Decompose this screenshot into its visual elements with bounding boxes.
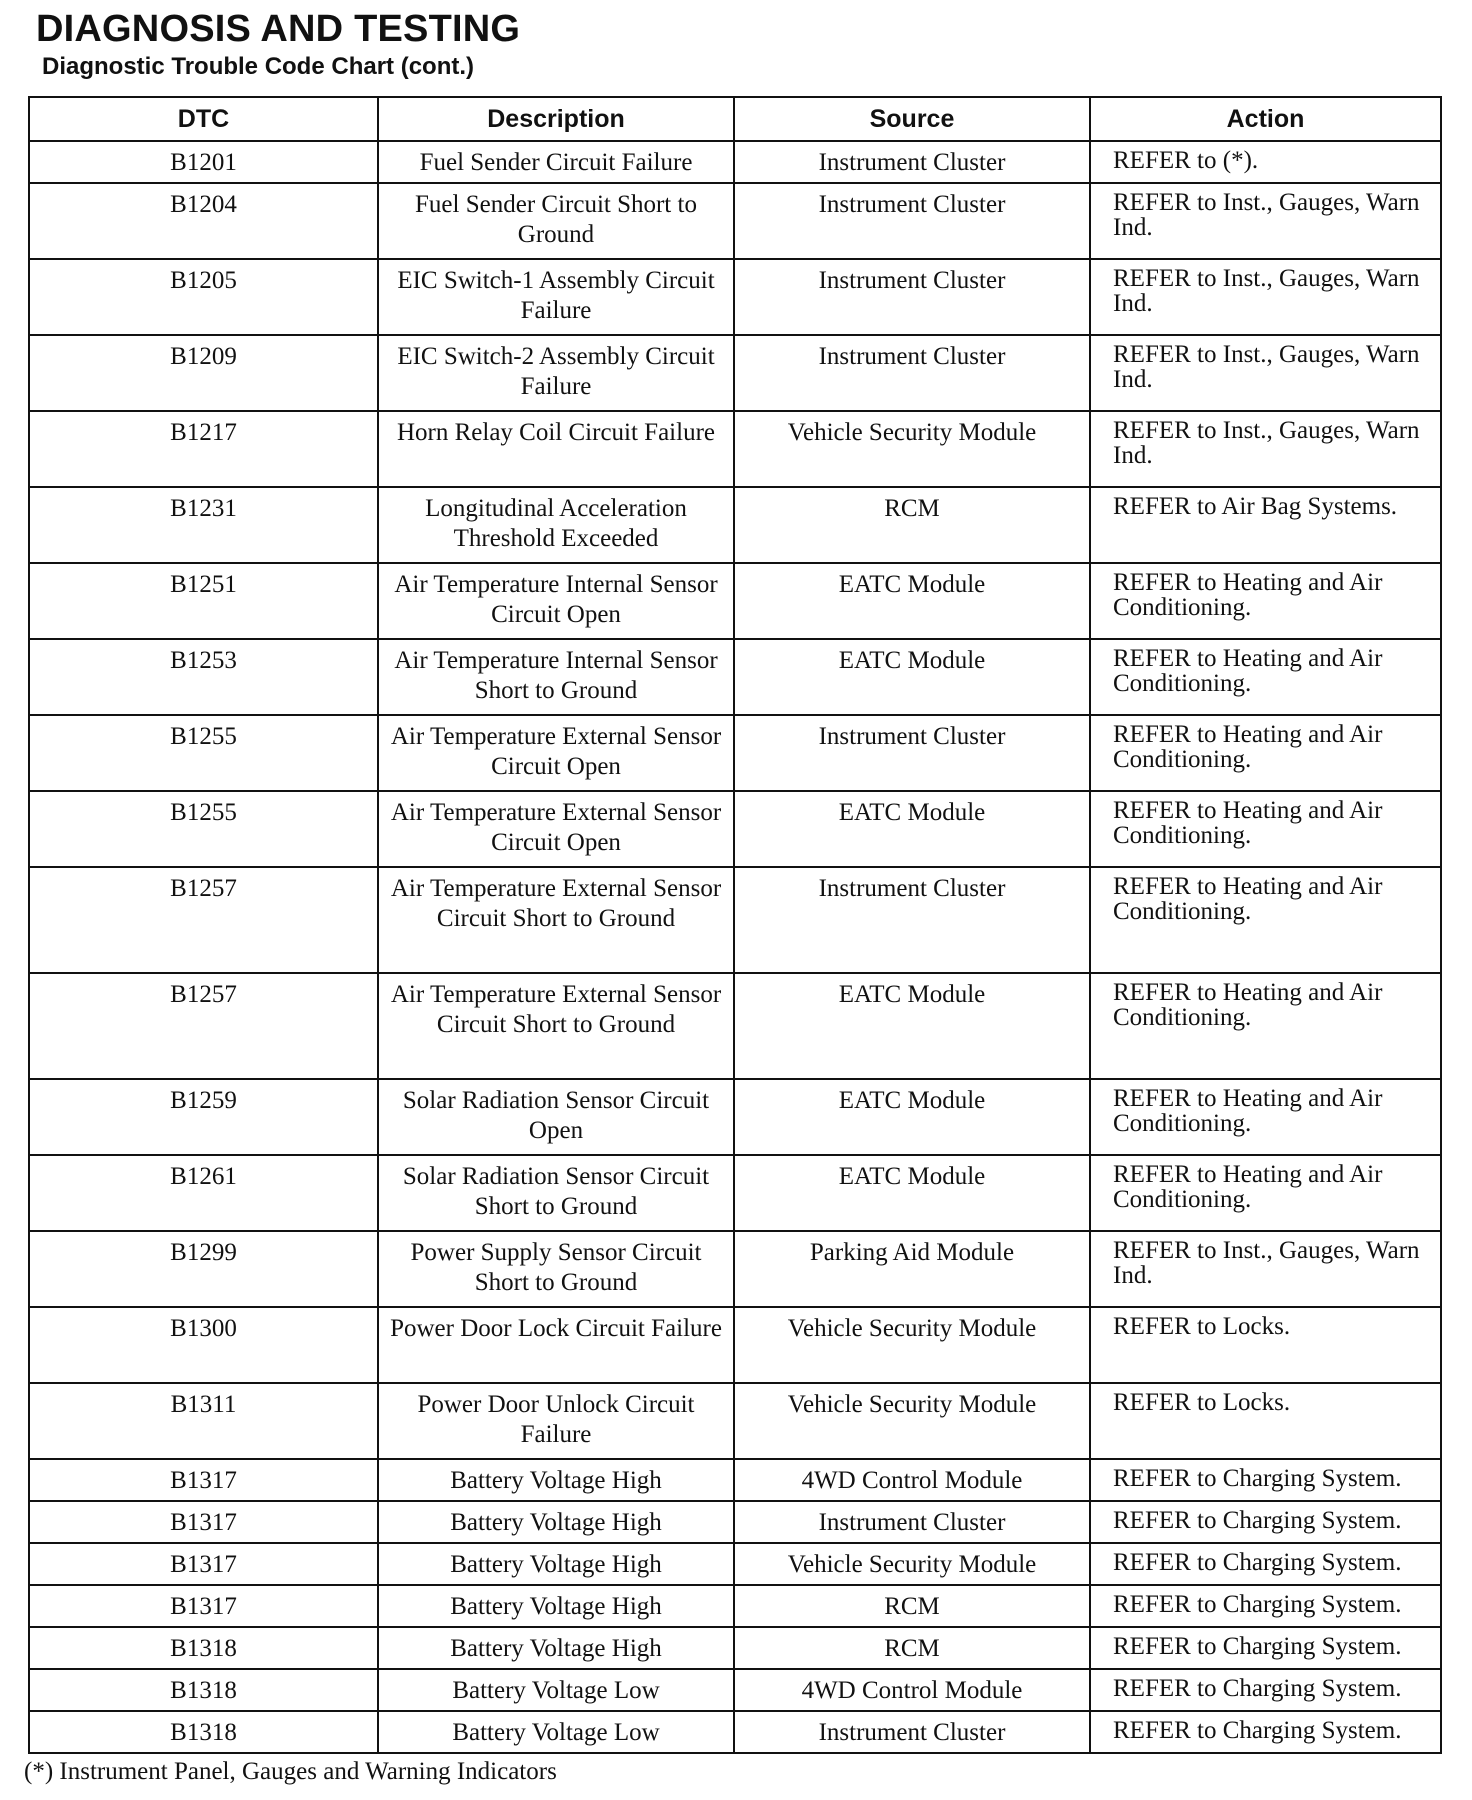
dtc-source: Instrument Cluster — [734, 335, 1090, 411]
table-row — [29, 973, 1441, 1079]
dtc-action: REFER to Charging System. — [1090, 1669, 1441, 1711]
dtc-table — [28, 96, 1442, 1754]
dtc-description: Battery Voltage High — [378, 1627, 734, 1669]
dtc-source: Instrument Cluster — [734, 715, 1090, 791]
dtc-description: Solar Radiation Sensor Circuit Open — [378, 1079, 734, 1155]
dtc-code: B1257 — [29, 973, 378, 1079]
dtc-code: B1205 — [29, 259, 378, 335]
dtc-description: Battery Voltage Low — [378, 1669, 734, 1711]
table-row — [29, 411, 1441, 487]
dtc-description: Air Temperature External Sensor Circuit Open — [378, 715, 734, 791]
dtc-code: B1204 — [29, 183, 378, 259]
table-row — [29, 1501, 1441, 1543]
dtc-source: Instrument Cluster — [734, 259, 1090, 335]
table-row — [29, 183, 1441, 259]
dtc-source: EATC Module — [734, 791, 1090, 867]
table-row — [29, 1627, 1441, 1669]
table-row — [29, 1079, 1441, 1155]
footnote: (*) Instrument Panel, Gauges and Warning Indicators — [24, 1758, 557, 1785]
dtc-code: B1311 — [29, 1383, 378, 1459]
dtc-description: Power Supply Sensor Circuit Short to Ground — [378, 1231, 734, 1307]
dtc-description: Battery Voltage High — [378, 1501, 734, 1543]
dtc-action: REFER to Heating and Air Conditioning. — [1090, 715, 1441, 791]
dtc-action: REFER to Air Bag Systems. — [1090, 487, 1441, 563]
dtc-action: REFER to Charging System. — [1090, 1585, 1441, 1627]
table-row — [29, 1459, 1441, 1501]
dtc-source: Instrument Cluster — [734, 141, 1090, 183]
dtc-code: B1299 — [29, 1231, 378, 1307]
dtc-description: Battery Voltage Low — [378, 1711, 734, 1753]
dtc-description: Air Temperature External Sensor Circuit Short to Ground — [378, 867, 734, 973]
dtc-source: Vehicle Security Module — [734, 1543, 1090, 1585]
dtc-source: Parking Aid Module — [734, 1231, 1090, 1307]
table-row — [29, 1711, 1441, 1753]
dtc-action: REFER to Heating and Air Conditioning. — [1090, 1079, 1441, 1155]
dtc-description: Battery Voltage High — [378, 1543, 734, 1585]
dtc-code: B1318 — [29, 1711, 378, 1753]
dtc-code: B1231 — [29, 487, 378, 563]
table-row — [29, 1383, 1441, 1459]
dtc-action: REFER to Heating and Air Conditioning. — [1090, 867, 1441, 973]
dtc-source: RCM — [734, 487, 1090, 563]
dtc-code: B1261 — [29, 1155, 378, 1231]
dtc-source: Vehicle Security Module — [734, 1383, 1090, 1459]
dtc-source: Vehicle Security Module — [734, 411, 1090, 487]
dtc-source: EATC Module — [734, 1155, 1090, 1231]
dtc-code: B1318 — [29, 1669, 378, 1711]
dtc-description: Longitudinal Acceleration Threshold Exceeded — [378, 487, 734, 563]
page-subtitle: Diagnostic Trouble Code Chart (cont.) — [42, 53, 475, 80]
dtc-description: Power Door Unlock Circuit Failure — [378, 1383, 734, 1459]
dtc-source: RCM — [734, 1627, 1090, 1669]
column-header-dtc: DTC — [29, 97, 378, 141]
table-row — [29, 1155, 1441, 1231]
dtc-code: B1300 — [29, 1307, 378, 1383]
dtc-code: B1317 — [29, 1543, 378, 1585]
dtc-action: REFER to Charging System. — [1090, 1711, 1441, 1753]
table-row — [29, 487, 1441, 563]
dtc-code: B1317 — [29, 1501, 378, 1543]
column-header-action: Action — [1090, 97, 1441, 141]
dtc-source: EATC Module — [734, 563, 1090, 639]
dtc-source: Instrument Cluster — [734, 1711, 1090, 1753]
dtc-description: EIC Switch-1 Assembly Circuit Failure — [378, 259, 734, 335]
dtc-description: Fuel Sender Circuit Failure — [378, 141, 734, 183]
dtc-description: Air Temperature External Sensor Circuit Short to Ground — [378, 973, 734, 1079]
dtc-code: B1251 — [29, 563, 378, 639]
dtc-description: Battery Voltage High — [378, 1459, 734, 1501]
dtc-action: REFER to Inst., Gauges, Warn Ind. — [1090, 335, 1441, 411]
dtc-description: Horn Relay Coil Circuit Failure — [378, 411, 734, 487]
dtc-code: B1253 — [29, 639, 378, 715]
dtc-description: Solar Radiation Sensor Circuit Short to Ground — [378, 1155, 734, 1231]
dtc-source: 4WD Control Module — [734, 1669, 1090, 1711]
dtc-description: Battery Voltage High — [378, 1585, 734, 1627]
dtc-action: REFER to (*). — [1090, 141, 1441, 183]
dtc-code: B1257 — [29, 867, 378, 973]
dtc-source: EATC Module — [734, 973, 1090, 1079]
dtc-action: REFER to Heating and Air Conditioning. — [1090, 1155, 1441, 1231]
table-row — [29, 335, 1441, 411]
dtc-action: REFER to Inst., Gauges, Warn Ind. — [1090, 1231, 1441, 1307]
dtc-action: REFER to Heating and Air Conditioning. — [1090, 563, 1441, 639]
table-row — [29, 1585, 1441, 1627]
dtc-source: Instrument Cluster — [734, 867, 1090, 973]
dtc-description: Power Door Lock Circuit Failure — [378, 1307, 734, 1383]
table-row — [29, 867, 1441, 973]
dtc-description: Air Temperature Internal Sensor Circuit Open — [378, 563, 734, 639]
table-row — [29, 141, 1441, 183]
dtc-description: Fuel Sender Circuit Short to Ground — [378, 183, 734, 259]
dtc-code: B1201 — [29, 141, 378, 183]
table-row — [29, 1543, 1441, 1585]
dtc-source: EATC Module — [734, 1079, 1090, 1155]
column-header-description: Description — [378, 97, 734, 141]
dtc-code: B1259 — [29, 1079, 378, 1155]
table-row — [29, 563, 1441, 639]
dtc-action: REFER to Inst., Gauges, Warn Ind. — [1090, 183, 1441, 259]
dtc-action: REFER to Heating and Air Conditioning. — [1090, 973, 1441, 1079]
dtc-action: REFER to Heating and Air Conditioning. — [1090, 639, 1441, 715]
table-row — [29, 1307, 1441, 1383]
table-row — [29, 259, 1441, 335]
dtc-description: Air Temperature External Sensor Circuit Open — [378, 791, 734, 867]
dtc-source: Instrument Cluster — [734, 1501, 1090, 1543]
table-row — [29, 1669, 1441, 1711]
dtc-action: REFER to Charging System. — [1090, 1459, 1441, 1501]
dtc-action: REFER to Heating and Air Conditioning. — [1090, 791, 1441, 867]
dtc-action: REFER to Locks. — [1090, 1383, 1441, 1459]
table-row — [29, 715, 1441, 791]
dtc-action: REFER to Charging System. — [1090, 1627, 1441, 1669]
dtc-code: B1318 — [29, 1627, 378, 1669]
dtc-action: REFER to Charging System. — [1090, 1543, 1441, 1585]
dtc-action: REFER to Locks. — [1090, 1307, 1441, 1383]
dtc-action: REFER to Inst., Gauges, Warn Ind. — [1090, 259, 1441, 335]
dtc-code: B1255 — [29, 715, 378, 791]
dtc-source: Instrument Cluster — [734, 183, 1090, 259]
dtc-action: REFER to Inst., Gauges, Warn Ind. — [1090, 411, 1441, 487]
dtc-code: B1217 — [29, 411, 378, 487]
dtc-code: B1255 — [29, 791, 378, 867]
dtc-code: B1317 — [29, 1585, 378, 1627]
table-body — [29, 141, 1441, 1753]
dtc-description: EIC Switch-2 Assembly Circuit Failure — [378, 335, 734, 411]
dtc-source: RCM — [734, 1585, 1090, 1627]
table-row — [29, 791, 1441, 867]
dtc-source: Vehicle Security Module — [734, 1307, 1090, 1383]
dtc-source: 4WD Control Module — [734, 1459, 1090, 1501]
table-header-row — [29, 97, 1441, 141]
dtc-description: Air Temperature Internal Sensor Short to Ground — [378, 639, 734, 715]
table-row — [29, 1231, 1441, 1307]
table-row — [29, 639, 1441, 715]
dtc-source: EATC Module — [734, 639, 1090, 715]
column-header-source: Source — [734, 97, 1090, 141]
page-title: DIAGNOSIS AND TESTING — [36, 8, 521, 50]
dtc-code: B1317 — [29, 1459, 378, 1501]
dtc-code: B1209 — [29, 335, 378, 411]
dtc-action: REFER to Charging System. — [1090, 1501, 1441, 1543]
